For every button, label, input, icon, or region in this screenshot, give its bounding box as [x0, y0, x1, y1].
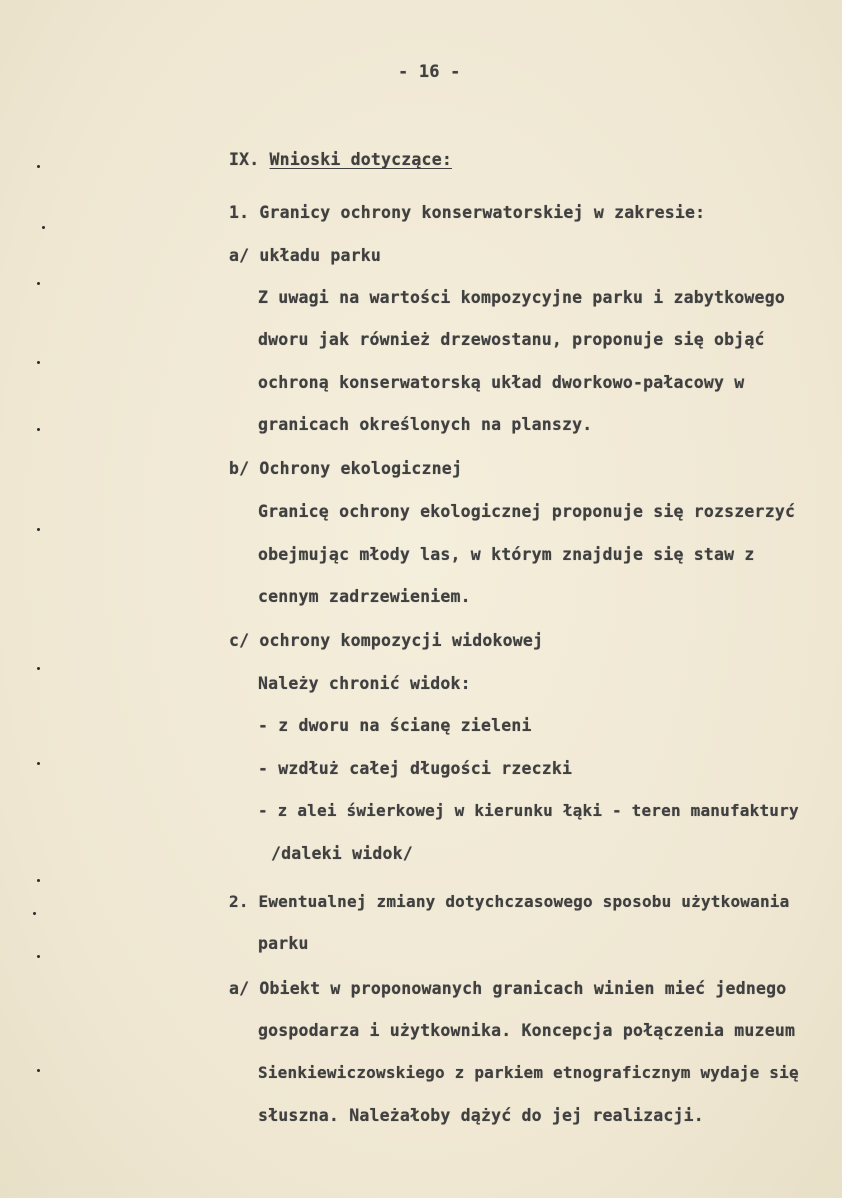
- text-line: /daleki widok/: [271, 844, 413, 863]
- margin-speck: [37, 1069, 40, 1072]
- text-line: 2. Ewentualnej zmiany dotychczasowego sposobu użytkowania: [229, 892, 790, 911]
- margin-speck: [37, 361, 40, 364]
- text-line: c/ ochrony kompozycji widokowej: [229, 631, 544, 650]
- margin-speck: [37, 528, 40, 531]
- text-line: obejmując młody las, w którym znajduje się staw z: [258, 545, 755, 564]
- text-line: cennym zadrzewieniem.: [258, 587, 471, 606]
- text-line: granicach określonych na planszy.: [258, 415, 593, 434]
- text-line: gospodarza i użytkownika. Koncepcja połączenia muzeum: [258, 1021, 796, 1040]
- text-line: Sienkiewiczowskiego z parkiem etnograficznym wydaje się: [258, 1063, 799, 1082]
- section-title: Wnioski dotyczące:: [269, 150, 452, 169]
- text-line: Granicę ochrony ekologicznej proponuje się rozszerzyć: [258, 502, 796, 521]
- margin-speck: [37, 762, 40, 765]
- text-line: a/ Obiekt w proponowanych granicach winien mieć jednego: [229, 979, 787, 998]
- text-line: parku: [258, 934, 309, 953]
- text-line: ochroną konserwatorską układ dworkowo-pałacowy w: [258, 373, 745, 392]
- text-line: - wzdłuż całej długości rzeczki: [258, 759, 573, 778]
- page-number: - 16 -: [398, 62, 461, 82]
- section-heading: [229, 150, 452, 169]
- margin-speck: [37, 165, 40, 168]
- text-line: Należy chronić widok:: [258, 674, 471, 693]
- margin-speck: [37, 282, 40, 285]
- text-line: słuszna. Należałoby dążyć do jej realizacji.: [258, 1106, 704, 1125]
- margin-speck: [33, 912, 36, 915]
- margin-speck: [42, 226, 45, 229]
- text-line: - z alei świerkowej w kierunku łąki - teren manufaktury: [258, 801, 799, 820]
- text-line: b/ Ochrony ekologicznej: [229, 459, 463, 478]
- section-label: IX.: [229, 150, 260, 169]
- text-line: a/ układu parku: [229, 246, 382, 265]
- margin-speck: [37, 667, 40, 670]
- text-line: dworu jak również drzewostanu, proponuje się objąć: [258, 330, 765, 349]
- text-line: Z uwagi na wartości kompozycyjne parku i zabytkowego: [258, 288, 785, 307]
- margin-speck: [37, 955, 40, 958]
- margin-speck: [37, 428, 40, 431]
- margin-speck: [37, 879, 40, 882]
- text-line: 1. Granicy ochrony konserwatorskiej w zakresie:: [229, 203, 706, 222]
- text-line: - z dworu na ścianę zieleni: [258, 716, 532, 735]
